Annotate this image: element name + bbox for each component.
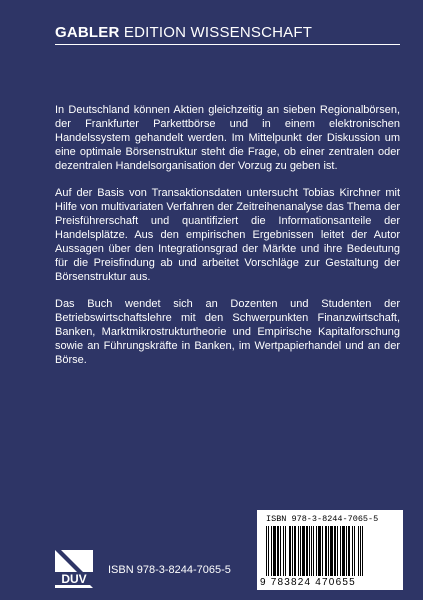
barcode-bar (318, 526, 321, 576)
barcode-isbn: ISBN 978-3-8244-7065-5 (266, 514, 379, 524)
barcode-bar (346, 526, 347, 576)
header-divider (55, 44, 400, 45)
barcode-bar (285, 526, 286, 576)
barcode-bar (283, 526, 284, 576)
series-name: EDITION WISSENSCHAFT (123, 24, 313, 41)
barcode-bar (302, 526, 305, 576)
series-header (55, 24, 312, 41)
barcode-bar (352, 526, 353, 576)
barcode-label (257, 510, 403, 590)
barcode-bar (277, 526, 279, 576)
barcode-bar (309, 526, 310, 576)
barcode-bar (289, 526, 291, 576)
barcode-bar (316, 526, 317, 576)
barcode-bar (300, 526, 301, 576)
barcode-bar (322, 526, 323, 576)
publisher-name: GABLER (55, 24, 120, 41)
barcode-bar (266, 526, 267, 576)
barcode-bar (268, 526, 269, 576)
barcode-bar (294, 526, 296, 576)
barcode-bar (273, 526, 276, 576)
barcode-bar (362, 526, 363, 576)
blurb-paragraph-2: Auf der Basis von Transaktionsdaten untersucht Tobias Kirchner mit Hilfe von multivariaten Verfahren der Zeitreihenanalyse das Thema der Preisführerschaft und quantifiziert die Informationsanteile der Handelsplätze. Aus den empirischen Ergebnissen leitet der Autor Aussagen über den Integrationsgrad der Märkte und ihre Bedeutung für die Preisfindung ab und arbeitet Vorschläge zur Gestaltung der Börsenstruktur aus. (55, 187, 400, 283)
barcode-bar (325, 526, 327, 576)
blurb-paragraph-1: In Deutschland können Aktien gleichzeitig an sieben Regionalbörsen, der Frankfurter Parkettbörse und in einem elektronischen Handelssystem gehandelt werden. Im Mittelpunkt der Diskussion um eine optimale Börsenstruktur steht die Frage, ob einer zentralen oder dezentralen Handelsorganisation der Vorzug zu geben ist. (55, 104, 400, 172)
barcode-bar (328, 526, 329, 576)
barcode-bar (292, 526, 293, 576)
barcode-bar (298, 526, 299, 576)
barcode-digits: 9 783824 470655 (260, 577, 356, 588)
duv-logo-icon (53, 548, 95, 590)
barcode-bar (330, 526, 333, 576)
blurb-paragraph-3: Das Buch wendet sich an Dozenten und Studenten der Betriebswirtschaftslehre mit den Schwerpunkten Finanzwirtschaft, Banken, Marktmikrostrukturtheorie und Empirische Kapitalforschung sowie an Führungskräfte in Banken, im Wertpapierhandel und an der Börse. (55, 298, 400, 366)
barcode-bar (354, 526, 355, 576)
duv-logo-text: DUV (61, 572, 87, 586)
barcode-icon (266, 526, 394, 578)
barcode-bar (334, 526, 336, 576)
barcode-bar (340, 526, 341, 576)
barcode-bar (337, 526, 338, 576)
barcode-bar (360, 526, 361, 576)
barcode-bar (271, 526, 272, 576)
blurb-text (55, 103, 400, 380)
isbn-text: ISBN 978-3-8244-7065-5 (108, 564, 231, 576)
barcode-bar (342, 526, 345, 576)
barcode-bar (313, 526, 314, 576)
barcode-bar (358, 526, 359, 576)
barcode-bar (348, 526, 350, 576)
barcode-bar (311, 526, 312, 576)
barcode-bar (280, 526, 281, 576)
barcode-bar (306, 526, 308, 576)
